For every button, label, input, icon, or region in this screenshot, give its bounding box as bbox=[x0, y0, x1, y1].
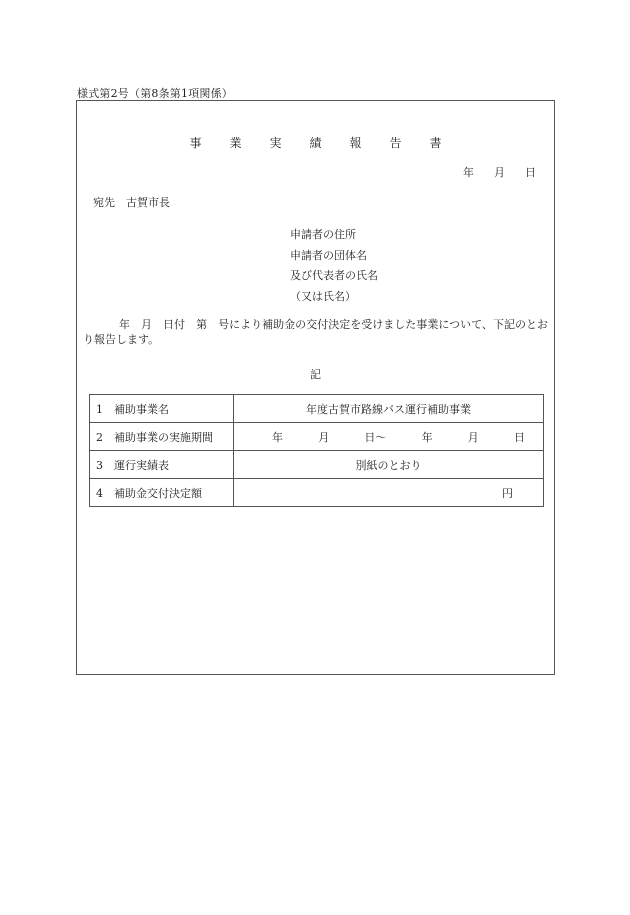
date-year: 年 bbox=[463, 166, 474, 179]
period-start-day: 日～ bbox=[364, 430, 387, 444]
form-number-label: 様式第2号（第8条第1項関係） bbox=[77, 87, 233, 100]
period-end-month: 月 bbox=[467, 430, 479, 444]
item-label: 補助事業名 bbox=[114, 402, 169, 416]
document-title bbox=[77, 134, 554, 151]
item-number: 3 bbox=[96, 458, 103, 472]
title-char: 報 bbox=[349, 136, 362, 150]
applicant-name-label: （又は氏名） bbox=[290, 289, 356, 303]
applicant-representative-label: 及び代表者の氏名 bbox=[290, 269, 378, 282]
applicant-address-label: 申請者の住所 bbox=[290, 228, 356, 241]
item-label-cell bbox=[90, 451, 234, 479]
applicant-organization-label: 申請者の団体名 bbox=[290, 248, 367, 262]
item-label-cell bbox=[90, 423, 234, 451]
applicant-block bbox=[290, 225, 378, 307]
period-end-day: 日 bbox=[513, 430, 525, 444]
grant-amount-value: 円 bbox=[234, 479, 544, 507]
item-label: 補助金交付決定額 bbox=[114, 486, 202, 500]
item-number: 2 bbox=[96, 430, 103, 444]
item-label: 運行実績表 bbox=[114, 458, 169, 472]
submission-date bbox=[443, 164, 536, 180]
item-label-cell bbox=[90, 479, 234, 507]
addressee: 宛先 古賀市長 bbox=[93, 196, 170, 209]
period-start-year: 年 bbox=[272, 430, 283, 444]
report-body-text: 年 月 日付 第 号により補助金の交付決定を受けました事業について、下記のとおり報告します。 bbox=[83, 318, 548, 346]
title-char: 書 bbox=[429, 136, 442, 150]
report-items-table bbox=[89, 394, 544, 507]
title-char: 績 bbox=[309, 136, 322, 150]
table-row bbox=[90, 451, 544, 479]
date-month: 月 bbox=[494, 166, 505, 179]
period-start-month: 月 bbox=[318, 430, 330, 444]
title-char: 告 bbox=[389, 136, 402, 150]
project-name-value: 年度古賀市路線バス運行補助事業 bbox=[234, 395, 544, 423]
date-day: 日 bbox=[525, 166, 536, 179]
table-row bbox=[90, 395, 544, 423]
table-row bbox=[90, 479, 544, 507]
table-row bbox=[90, 423, 544, 451]
operation-record-value: 別紙のとおり bbox=[234, 451, 544, 479]
title-char: 実 bbox=[269, 136, 282, 150]
ki-heading: 記 bbox=[310, 368, 321, 381]
report-frame bbox=[76, 100, 555, 675]
period-value-cell bbox=[234, 423, 544, 451]
item-label: 補助事業の実施期間 bbox=[114, 430, 213, 444]
period-end-year: 年 bbox=[421, 430, 433, 444]
item-label-cell bbox=[90, 395, 234, 423]
title-char: 業 bbox=[229, 136, 242, 150]
item-number: 1 bbox=[96, 402, 103, 416]
title-char: 事 bbox=[189, 136, 202, 150]
item-number: 4 bbox=[96, 486, 103, 500]
